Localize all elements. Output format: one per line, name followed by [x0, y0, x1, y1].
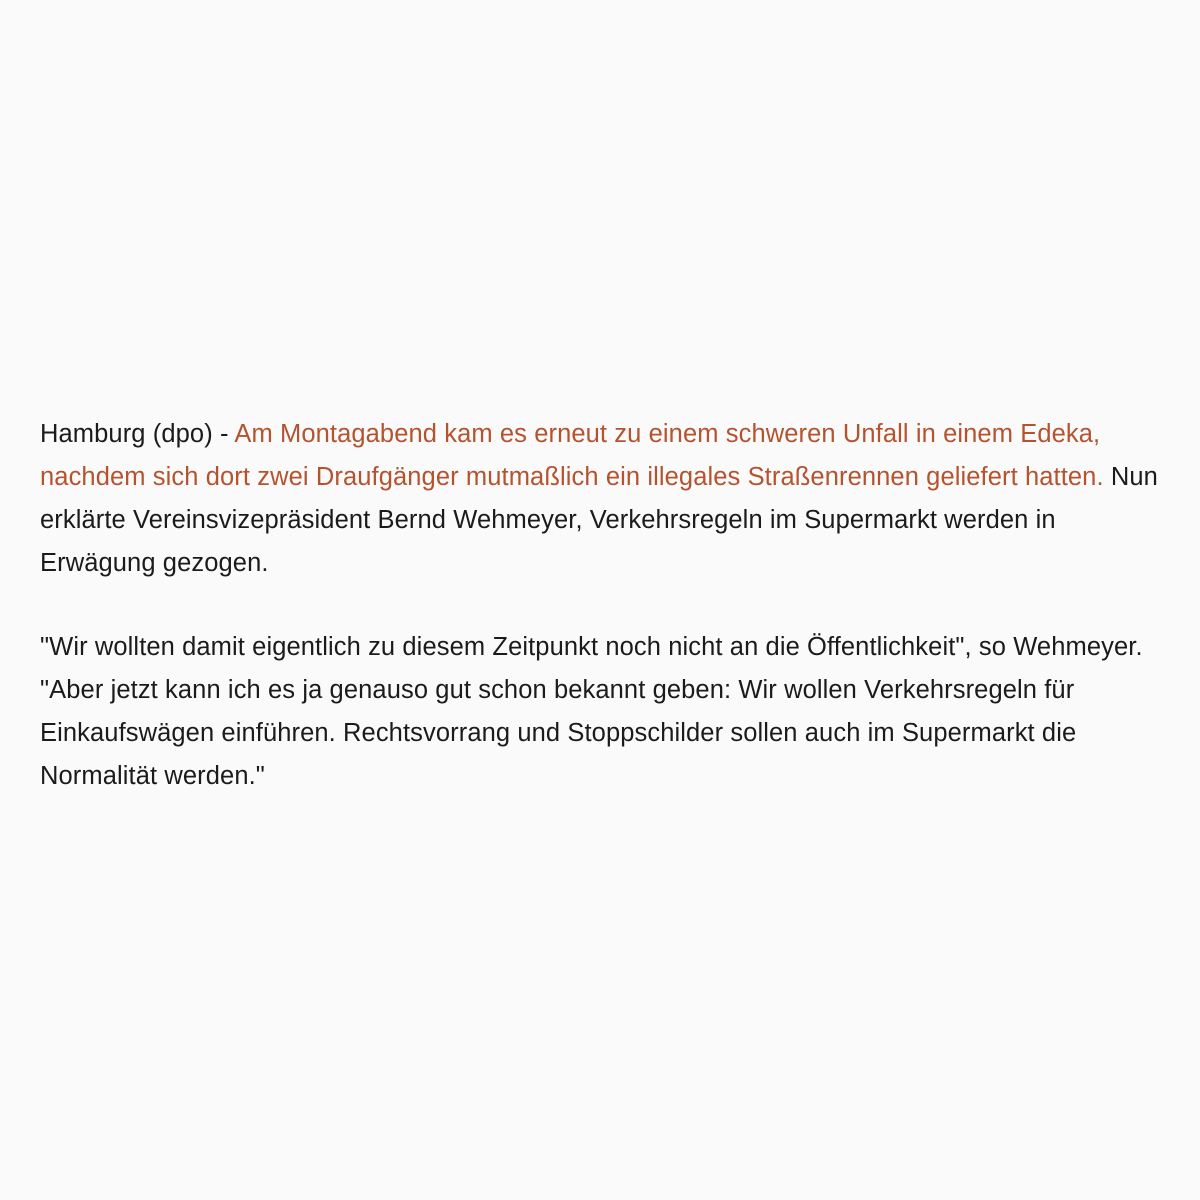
article-body	[40, 413, 1170, 798]
article-link[interactable]: Am Montagabend kam es erneut zu einem schweren Unfall in einem Edeka, nachdem sich dort zwei Draufgänger mutmaßlich ein illegales Straßenrennen geliefert hatten.	[40, 420, 1104, 491]
paragraph-1-text: Nun erklärte Vereinsvizepräsident Bernd Wehmeyer, Verkehrsregeln im Supermarkt werden in Erwägung gezogen.	[40, 463, 1158, 577]
article-paragraph-2: "Wir wollten damit eigentlich zu diesem Zeitpunkt noch nicht an die Öffentlichkeit", so Wehmeyer. "Aber jetzt kann ich es ja genauso gut schon bekannt geben: Wir wollen Verkehrsregeln für Einkaufswägen einführen. Rechtsvorrang und Stoppschilder sollen auch im Supermarkt die Normalität werden."	[40, 633, 1143, 790]
dateline: Hamburg (dpo) -	[40, 420, 235, 448]
article-paragraph-1	[40, 413, 1170, 585]
